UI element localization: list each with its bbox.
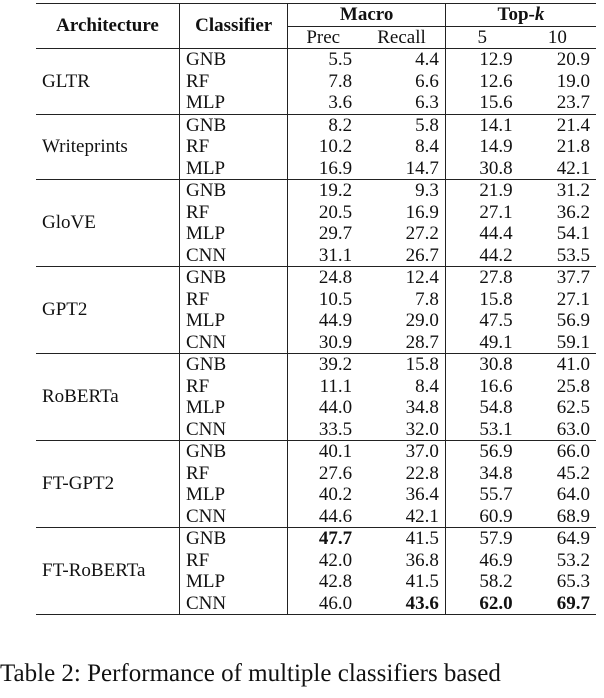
architecture-cell: RoBERTa (36, 354, 180, 441)
table-row (36, 267, 596, 289)
top5-cell: 15.8 (445, 289, 518, 311)
top10-cell: 21.8 (556, 136, 590, 157)
header-k5: 5 (445, 26, 518, 49)
architecture-cell: GloVE (36, 180, 180, 267)
classifier-cell: MLP (180, 571, 288, 593)
top10-cell: 56.9 (556, 310, 590, 331)
header-recall: Recall (358, 26, 445, 49)
header-topk (445, 4, 596, 27)
results-table-container (36, 3, 596, 615)
top10-cell: 23.7 (556, 92, 590, 113)
architecture-cell: GPT2 (36, 267, 180, 354)
top5-cell: 60.9 (445, 506, 518, 528)
recall-cell: 37.0 (358, 441, 445, 463)
top10-cell: 36.2 (556, 201, 590, 223)
classifier-cell: RF (180, 376, 288, 398)
classifier-cell: GNB (180, 528, 288, 550)
prec-cell: 42.0 (288, 550, 358, 572)
recall-cell: 5.8 (358, 114, 445, 136)
prec-cell: 7.8 (288, 71, 358, 93)
top5-cell: 53.1 (445, 419, 518, 441)
table-row (36, 354, 596, 376)
recall-cell: 14.7 (405, 157, 439, 179)
prec-cell: 39.2 (288, 354, 358, 376)
classifier-cell: MLP (180, 92, 288, 114)
prec-cell: 30.9 (288, 332, 358, 354)
top5-cell: 15.6 (445, 92, 518, 114)
architecture-cell: FT-RoBERTa (36, 528, 180, 615)
top10-cell: 64.9 (519, 528, 596, 550)
top5-cell: 44.4 (445, 223, 518, 245)
prec-cell: 33.5 (288, 419, 358, 441)
header-row-1 (36, 4, 596, 27)
recall-cell: 36.4 (405, 484, 439, 505)
recall-cell: 16.9 (405, 201, 439, 223)
top5-cell: 12.9 (445, 49, 518, 71)
recall-cell: 9.3 (358, 180, 445, 202)
prec-cell: 3.6 (288, 92, 358, 114)
top10-cell: 53.2 (556, 549, 590, 571)
top10-cell: 66.0 (519, 441, 596, 463)
classifier-cell: CNN (180, 419, 288, 441)
recall-cell: 4.4 (358, 49, 445, 71)
table-row (36, 441, 596, 463)
top10-cell: 53.5 (556, 244, 590, 266)
header-classifier: Classifier (180, 4, 288, 49)
recall-cell: 34.8 (405, 397, 439, 418)
header-k10: 10 (519, 26, 596, 49)
top10-cell: 20.9 (519, 49, 596, 71)
table-caption: Table 2: Performance of multiple classifiers based (0, 660, 501, 687)
top10-cell: 31.2 (519, 180, 596, 202)
top10-cell: 37.7 (519, 267, 596, 289)
classifier-cell: CNN (180, 245, 288, 267)
prec-cell: 20.5 (288, 202, 358, 224)
top5-cell: 30.8 (445, 354, 518, 376)
prec-cell: 44.6 (288, 506, 358, 528)
top10-cell: 54.1 (556, 223, 590, 244)
header-macro: Macro (288, 4, 446, 27)
top10-cell: 45.2 (556, 462, 590, 484)
recall-cell: 8.4 (415, 136, 439, 157)
top5-cell: 49.1 (445, 332, 518, 354)
top5-cell (445, 593, 518, 615)
classifier-cell: MLP (180, 484, 288, 506)
classifier-cell: RF (180, 202, 288, 224)
prec-cell: 19.2 (288, 180, 358, 202)
prec-cell: 40.1 (288, 441, 358, 463)
classifier-cell: MLP (180, 223, 288, 245)
results-table (36, 3, 596, 615)
recall-cell: 7.8 (415, 288, 439, 310)
results-table-body (36, 49, 596, 615)
classifier-cell: GNB (180, 441, 288, 463)
recall-cell: 28.7 (405, 331, 439, 353)
classifier-cell: RF (180, 136, 288, 158)
top5-cell: 14.1 (445, 114, 518, 136)
classifier-cell: RF (180, 463, 288, 485)
architecture-cell: FT-GPT2 (36, 441, 180, 528)
top10-cell: 21.4 (519, 114, 596, 136)
recall-cell: 42.1 (405, 505, 439, 527)
prec-cell: 31.1 (288, 245, 358, 267)
prec-cell: 44.0 (288, 397, 358, 419)
classifier-cell: MLP (180, 310, 288, 332)
top5-cell: 34.8 (445, 463, 518, 485)
recall-cell-bold: 43.6 (405, 592, 439, 614)
top10-cell: 42.1 (556, 157, 590, 179)
top10-cell: 62.5 (556, 397, 590, 418)
classifier-cell: GNB (180, 114, 288, 136)
prec-cell: 8.2 (288, 114, 358, 136)
prec-cell: 11.1 (288, 376, 358, 398)
header-prec: Prec (288, 26, 358, 49)
prec-cell: 44.9 (288, 310, 358, 332)
table-row (36, 114, 596, 136)
top10-cell: 19.0 (556, 70, 590, 92)
prec-cell: 27.6 (288, 463, 358, 485)
top5-cell: 30.8 (445, 158, 518, 180)
top5-cell: 58.2 (445, 571, 518, 593)
classifier-cell: CNN (180, 506, 288, 528)
prec-cell-bold: 47.7 (318, 528, 353, 549)
top5-cell: 46.9 (445, 550, 518, 572)
classifier-cell: RF (180, 289, 288, 311)
top10-cell: 59.1 (556, 331, 590, 353)
top10-cell: 25.8 (556, 375, 590, 397)
classifier-cell: RF (180, 71, 288, 93)
classifier-cell: GNB (180, 49, 288, 71)
top10-cell: 63.0 (556, 418, 590, 440)
prec-cell: 16.9 (288, 158, 358, 180)
recall-cell: 26.7 (405, 244, 439, 266)
top5-cell: 47.5 (445, 310, 518, 332)
classifier-cell: RF (180, 550, 288, 572)
prec-cell: 10.2 (288, 136, 358, 158)
prec-cell: 24.8 (288, 267, 358, 289)
top5-cell: 27.8 (445, 267, 518, 289)
recall-cell: 6.6 (415, 70, 439, 92)
top10-cell-bold: 69.7 (556, 592, 590, 614)
top10-cell: 64.0 (556, 484, 590, 505)
table-row (36, 180, 596, 202)
recall-cell: 36.8 (405, 549, 439, 571)
table-row (36, 528, 596, 550)
prec-cell: 40.2 (288, 484, 358, 506)
header-architecture: Architecture (36, 4, 180, 49)
classifier-cell: CNN (180, 593, 288, 615)
classifier-cell: CNN (180, 332, 288, 354)
recall-cell: 6.3 (415, 92, 439, 113)
classifier-cell: MLP (180, 397, 288, 419)
prec-cell: 29.7 (288, 223, 358, 245)
top5-cell: 56.9 (445, 441, 518, 463)
top5-cell: 21.9 (445, 180, 518, 202)
top5-cell: 55.7 (445, 484, 518, 506)
prec-cell: 42.8 (288, 571, 358, 593)
top10-cell: 65.3 (556, 571, 590, 592)
table-row (36, 49, 596, 71)
classifier-cell: MLP (180, 158, 288, 180)
recall-cell: 41.5 (358, 528, 445, 550)
top10-cell (519, 593, 596, 615)
top10-cell: 68.9 (556, 505, 590, 527)
top5-cell: 16.6 (445, 376, 518, 398)
header-topk-var: k (534, 4, 545, 25)
top5-cell-bold: 62.0 (479, 592, 513, 614)
top10-cell: 41.0 (519, 354, 596, 376)
recall-cell (358, 593, 445, 615)
recall-cell: 8.4 (415, 375, 439, 397)
top10-cell: 27.1 (556, 288, 590, 310)
classifier-cell: GNB (180, 180, 288, 202)
classifier-cell: GNB (180, 354, 288, 376)
recall-cell: 27.2 (405, 223, 439, 244)
recall-cell: 12.4 (358, 267, 445, 289)
recall-cell: 32.0 (405, 418, 439, 440)
prec-cell: 5.5 (288, 49, 358, 71)
top5-cell: 14.9 (445, 136, 518, 158)
prec-cell: 46.0 (288, 593, 358, 615)
recall-cell: 15.8 (358, 354, 445, 376)
top5-cell: 54.8 (445, 397, 518, 419)
top5-cell: 44.2 (445, 245, 518, 267)
top5-cell: 12.6 (445, 71, 518, 93)
prec-cell (288, 528, 358, 550)
classifier-cell: GNB (180, 267, 288, 289)
top5-cell: 27.1 (445, 202, 518, 224)
top5-cell: 57.9 (445, 528, 518, 550)
architecture-cell: Writeprints (36, 114, 180, 180)
recall-cell: 29.0 (405, 310, 439, 331)
architecture-cell: GLTR (36, 49, 180, 115)
header-topk-label: Top- (497, 4, 535, 25)
recall-cell: 41.5 (405, 571, 439, 592)
prec-cell: 10.5 (288, 289, 358, 311)
recall-cell: 22.8 (405, 462, 439, 484)
